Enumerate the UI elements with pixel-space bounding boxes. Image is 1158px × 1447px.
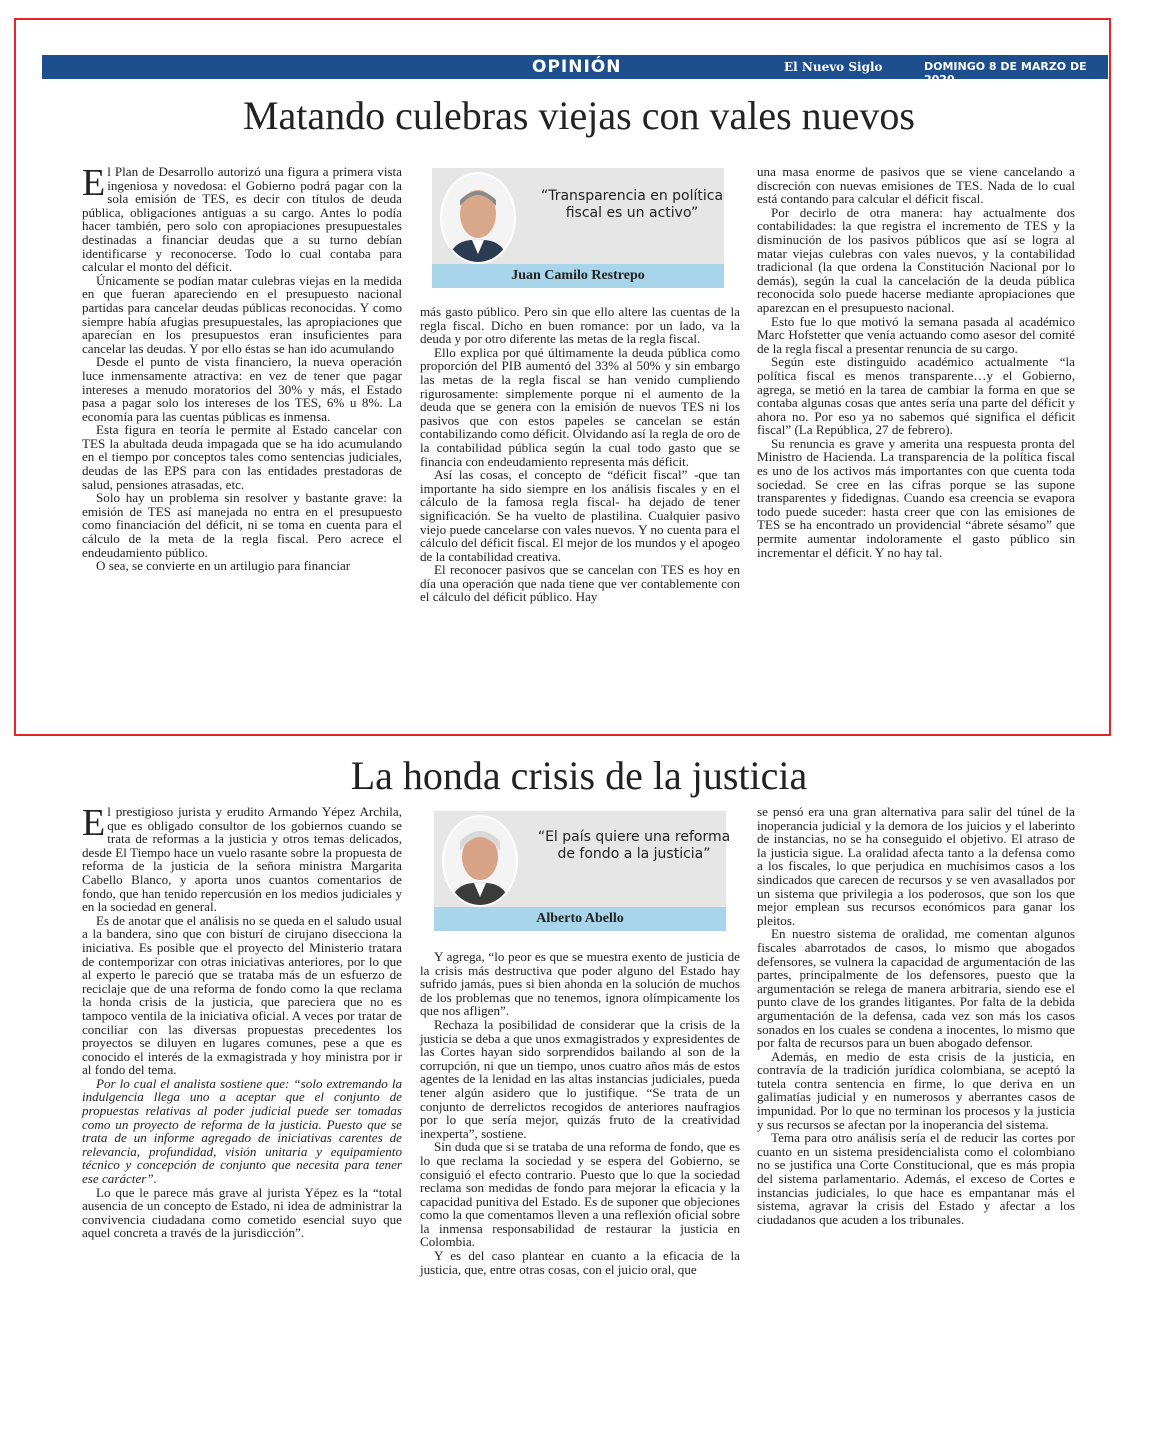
newspaper-name: El Nuevo Siglo [784,60,883,74]
paragraph: El Plan de Desarrollo autorizó una figura a primera vista ingeniosa y novedosa: el Gobierno podrá pagar con la sola emisión de TES, es decir con títulos de deuda pública, obligaciones antiguas a su cargo. Antes lo podía hacer también, pero solo con apropiaciones presupuestales destinadas a financiar deudas que a su turno debían identificarse y reconocerse. Todo lo cual contaba para calcular el monto del déficit. [82,162,402,275]
author-photo [440,172,516,264]
pull-quote: “Transparencia en política fiscal es un activo” [540,188,724,221]
paragraph: Por lo cual el analista sostiene que: “solo extremando la indulgencia llega uno a aceptar que el conjunto de propuestas relativas al poder judicial puede ser tomadas como un proyecto de reforma de la justicia. Puesto que se trata de un informe agregado de iniciativas carentes de relevancia, profundidad, visión unitaria y equipamiento técnico y concepción de conjunto que necesita para tener ese carácter”. [82,1075,402,1187]
article1-title: Matando culebras viejas con vales nuevos [242,93,915,138]
drop-cap: E [82,802,106,844]
section-header-bar [42,55,1150,86]
paragraph: Y es del caso plantear en cuanto a la eficacia de la justicia, que, entre otras cosas, con el juicio oral, que [420,1248,740,1277]
author-name: Juan Camilo Restrepo [432,264,724,288]
paragraph: más gasto público. Pero sin que ello altere las cuentas de la regla fiscal. Dicho en buen romance: por un lado, va la deuda y por otro diferente las metas de la regla fiscal. [420,304,740,347]
author-name: Alberto Abello [434,907,726,931]
paragraph: Esto fue lo que motivó la semana pasada al académico Marc Hofstetter que venía actuando como asesor del comité de la regla fiscal a presentar renuncia de su cargo. [757,313,1075,356]
paragraph: Así las cosas, el concepto de “déficit fiscal” -que tan importante ha sido siempre en los análisis fiscales y en el cálculo de la famosa regla fiscal- ha dejado de tener significación. Se ha vuelto de plastilina. Cualquier pasivo viejo puede cancelarse con vales nuevos. Y no cuenta para el cálculo del déficit fiscal. El mejor de los mundos y el apogeo de la contabilidad creativa. [420,467,740,564]
article1-column-2 [420,305,740,604]
article1-author-box [432,168,724,288]
paragraph: Solo hay un problema sin resolver y bastante grave: la emisión de TES así manejada no entra en el presupuesto como financiación del déficit, ni se toma en cuenta para el cálculo de la meta de la regla fiscal. Pero acrece el endeudamiento público. [82,490,402,560]
paragraph: Por decirlo de otra manera: hay actualmente dos contabilidades: la que registra el incremento de TES y la disminución de los pasivos públicos que así se logra al matar viejas culebras con vales nuevos, y la contabilidad tradicional (la que ordena la Constitución Nacional por lo demás), según la cual la cancelación de la deuda pública reconocida solo puede hacerse mediante apropiaciones que aparezcan en el presupuesto nacional. [757,204,1075,315]
paragraph: El prestigioso jurista y erudito Armando Yépez Archila, que es obligado consultor de los gobiernos cuando se trata de reformas a la justicia y otros temas delicados, desde El Tiempo hace un vuelo rasante sobre la propuesta de reforma de la justicia de la señora ministra Margarita Cabello Blanco, y aporta unos cuantos comentarios de fondo, que han tenido repercusión en los medios judiciales y en la sociedad en general. [82,802,402,915]
paragraph: se pensó era una gran alternativa para salir del túnel de la inoperancia judicial y la demora de los juicios y el laberinto de instancias, no se ha conseguido el objetivo. El atraso de la justicia sigue. La oralidad afecta tanto a la defensa como a los fiscales, lo que perjudica en muchísimos casos a los sindicados que carecen de recursos y se ven avasallados por un sistema que privilegia a los poderosos, que son los que mejor emplean sus recursos económicos para ganar los pleitos. [757,804,1075,928]
paragraph: Lo que le parece más grave al jurista Yépez es la “total ausencia de un concepto de Estado, ni idea de administrar la convivencia ciudadana como cometido esencial suyo que aquel concreta a través de la jurisdicción”. [82,1184,402,1241]
page-number: 13 [1124,56,1150,77]
paragraph: Según este distinguido académico actualmente “la política fiscal es menos transparente…y el Gobierno, agrega, se metió en la tarea de cambiar la forma en que se contaba algunas cosas que antes sería una parte del déficit y ahora no. Por eso ya no sabemos qué significa el déficit fiscal” (La República, 27 de febrero). [757,354,1075,438]
paragraph: Además, en medio de esta crisis de la justicia, en contravía de la tradición jurídica colombiana, se aceptó la tutela contra sentencia en firme, lo que deriva en un galimatías judicial y en numerosos y aberrantes casos de impunidad. Por lo que no terminan los procesos y la justicia y sus recursos se afectan por la inoperancia del sistema. [757,1048,1075,1132]
paragraph: Sin duda que si se trataba de una reforma de fondo, que es lo que reclama la sociedad y se espera del Gobierno, se consiguió el efecto contrario. Puesto que lo que la sociedad reclama son medidas de fondo para mejorar la eficacia y la capacidad punitiva del Estado. Es de suponer que objeciones como la que comentamos lleven a una reflexión oficial sobre la inmensa responsabilidad de restaurar la justicia en Colombia. [420,1139,740,1250]
paragraph: Es de anotar que el análisis no se queda en el saludo usual a la bandera, sino que con bisturí de cirujano disecciona la iniciativa. Es posible que el proyecto del Ministerio tratara de contemporizar con otras iniciativas anteriores, por lo que al experto le pareció que se trataba más de un esfuerzo de reciclaje que de una reforma de fondo como la que reclama la honda crisis de la justicia, que pareciera que no es tampoco ventila de la iniciativa oficial. A veces por tratar de conciliar con las diversas propuestas precedentes los proyectos se diluyen en lugares comunes, pese a que es conocido el interés de la exmagistrada y hoy ministra por ir al fondo del tema. [82,912,402,1078]
author-portrait-icon [444,817,516,905]
article2-column-2 [420,950,740,1276]
article1-column-3 [757,165,1075,559]
paragraph: O sea, se convierte en un artilugio para financiar [96,558,351,574]
author-photo [442,815,518,907]
paragraph: En nuestro sistema de oralidad, me comentan algunos fiscales abarrotados de casos, lo mismo que abogados defensores, se vulnera la capacidad de argumentación de las partes, principalmente de los defensores, puesto que la argumentación se relega de manera arbitraria, siendo ese el punto clave de los grandes litigantes. Por falta de la debida argumentación de la defensa, cada vez son más los casos sonados en los cuales se condena a inocentes, lo mismo que por falta de recursos para un buen abogado defensor. [757,926,1075,1051]
pull-quote: “El país quiere una reforma de fondo a la justicia” [537,829,731,862]
paragraph: Rechaza la posibilidad de considerar que la crisis de la justicia se deba a que unos exmagistrados y expresidentes de las Cortes hayan sido sorprendidos bailando al son de la corrupción, ni que un tiempo, unos cuatro años más de estos agentes de la lenidad en las altas instancias judiciales, pueda tener algún asidero que lo justifique. “Se trata de un conjunto de derrelictos recogidos de anteriores naufragios por lo que sería mejor, quizás fruto de la creatividad inexperta”, sostiene. [420,1016,740,1141]
paragraph: Su renuncia es grave y amerita una respuesta pronta del Ministro de Hacienda. La transparencia de la política fiscal es uno de los activos más importantes con que cuenta toda sociedad. Se cree en las cifras porque se las supone transparentes y fidedignas. Cuando esa creencia se evapora todo puede suceder: hasta creer que con las emisiones de TES se ha encontrado un providencial “ábrete sésamo” que permite aumentar indoloramente el gasto público sin incrementar el déficit. Y no hay tal. [757,435,1075,560]
article2-author-box [434,811,731,931]
paragraph: El reconocer pasivos que se cancelan con TES es hoy en día una operación que nada tiene que ver contablemente con el cálculo del déficit público. Hay [420,562,740,605]
paragraph: Ello explica por qué últimamente la deuda pública como proporción del PIB aumentó del 33% al 50% y sin embargo las metas de la regla fiscal se han venido cumpliendo rigurosamente: simplemente porque ni el aumento de la deuda que se genera con la emisión de nuevos TES ni los pasivos que con estos papeles se cancelan se están contabilizando como déficit. Olvidando así la regla de oro de la contabilidad pública según la cual todo gasto que se financia con endeudamiento representa más déficit. [420,344,740,469]
article2-title: La honda crisis de la justicia [350,753,808,798]
paragraph: Esta figura en teoría le permite al Estado cancelar con TES la abultada deuda impagada que se ha ido acumulando en el tiempo por conceptos tales como sentencias judiciales, deudas de las EPS para con las entidades prestadoras de salud, pensiones atrasadas, etc. [82,422,402,492]
issue-date: DOMINGO 8 DE MARZO DE 2020 [924,60,1087,86]
paragraph: Desde el punto de vista financiero, la nueva operación luce inmensamente atractiva: en vez de tener que pagar intereses a menudo moratorios del 30% y más, el Estado pasa a pagar solo los intereses de los TES, 6% u 8%. La economía para las cuentas públicas es inmensa. [82,354,402,424]
drop-cap: E [82,162,106,204]
paragraph: Y agrega, “lo peor es que se muestra exento de justicia de la crisis más destructiva que poder alguno del Estado hay sufrido jamás, pues si bien ahonda en la solución de muchos de los problemas que no tenemos, ignora olímpicamente los que nos afligen”. [420,949,740,1019]
article2-column-3 [757,805,1075,1226]
paragraph: Tema para otro análisis sería el de reducir las cortes por cuanto en un sistema presidencialista como el colombiano no se justifica una Corte Constitucional, que es más propia del sistema parlamentario. Además, el exceso de Cortes e instancias judiciales, lo que hace es empantanar más el sistema, agravar la crisis del Estado y afectar a los ciudadanos que acuden a los tribunales. [757,1130,1075,1227]
author-portrait-icon [442,174,514,262]
paragraph: una masa enorme de pasivos que se viene cancelando a discreción con nuevas emisiones de TES. Nada de lo cual está contando para calcular el déficit fiscal. [757,164,1075,207]
section-name: OPINIÓN [532,57,622,77]
article2-column-1 [82,802,402,1241]
paragraph: Únicamente se podían matar culebras viejas en la medida en que fueran apareciendo en el presupuesto nacional partidas para cancelar deudas públicas reconocidas. Y como siempre había afugias presupuestales, las apropiaciones que aparecían en los presupuestos eran insuficientes para cancelar las deudas. Y por ello éstas se han ido acumulando [82,272,402,356]
article1-column-1 [82,162,402,574]
